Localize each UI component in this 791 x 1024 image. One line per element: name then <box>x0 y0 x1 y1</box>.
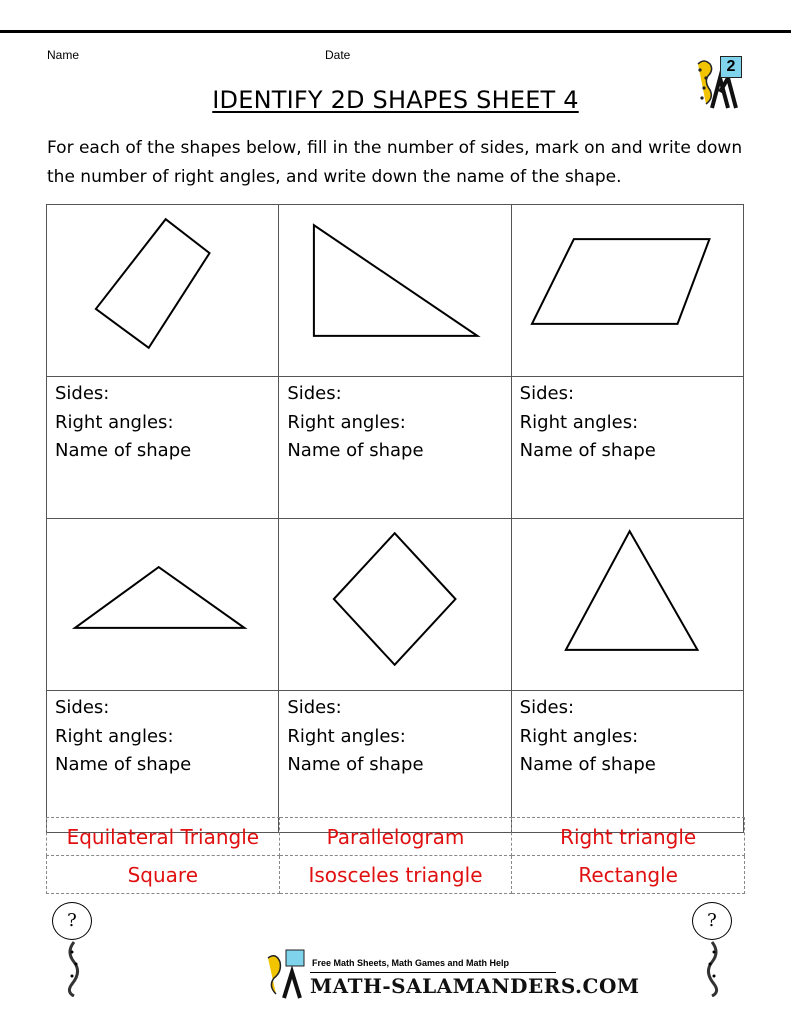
shape-cell-right-triangle <box>279 205 511 377</box>
right-angles-label: Right angles: <box>55 411 174 433</box>
right-angles-label: Right angles: <box>519 411 639 433</box>
right-angles-label: Right angles: <box>287 725 406 747</box>
answer-cell-1[interactable] <box>47 377 279 519</box>
parallelogram-shape <box>512 205 743 376</box>
sides-label: Sides: <box>287 697 342 718</box>
sides-label: Sides: <box>519 697 575 718</box>
page-title: IDENTIFY 2D SHAPES SHEET 4 <box>212 86 579 114</box>
shape-name-label: Name of shape <box>287 440 424 461</box>
question-bubble: ? <box>692 902 732 940</box>
right-triangle-shape <box>279 205 510 376</box>
shape-cell-rectangle <box>47 205 279 377</box>
answer-cell-6[interactable] <box>511 691 743 833</box>
shape-cell-equilateral-triangle <box>511 519 743 691</box>
shape-name-label: Name of shape <box>55 754 192 775</box>
shape-cell-parallelogram <box>511 205 743 377</box>
date-label: Date <box>325 48 351 62</box>
shape-cell-isosceles-triangle <box>47 519 279 691</box>
site-logo-text[interactable]: MATH-SALAMANDERS.COM <box>310 974 640 998</box>
salamander-icon <box>50 902 98 997</box>
sides-label: Sides: <box>55 383 110 404</box>
salamander-logo-icon <box>258 948 308 1000</box>
right-angles-label: Right angles: <box>519 725 639 747</box>
sides-label: Sides: <box>287 383 342 404</box>
right-angles-label: Right angles: <box>55 725 174 747</box>
help-left <box>50 902 98 997</box>
shape-cell-square <box>279 519 511 691</box>
answer-option: Isosceles triangle <box>279 856 512 894</box>
sides-label: Sides: <box>519 383 575 404</box>
shape-name-label: Name of shape <box>519 440 656 461</box>
answer-cell-3[interactable] <box>511 377 743 519</box>
answer-option: Right triangle <box>512 818 745 856</box>
answer-cell-4[interactable] <box>47 691 279 833</box>
answer-option: Square <box>47 856 280 894</box>
isosceles-triangle-shape <box>47 519 278 690</box>
shapes-grid <box>46 204 744 804</box>
question-bubble: ? <box>52 902 92 940</box>
shape-name-label: Name of shape <box>287 754 424 775</box>
answer-cell-5[interactable] <box>279 691 511 833</box>
equilateral-triangle-shape <box>512 519 743 690</box>
right-angles-label: Right angles: <box>287 411 406 433</box>
answer-option: Rectangle <box>512 856 745 894</box>
answer-cell-2[interactable] <box>279 377 511 519</box>
sides-label: Sides: <box>55 697 110 718</box>
footer-logo-graphic <box>258 948 308 1000</box>
rectangle-shape <box>47 205 278 376</box>
answer-option: Parallelogram <box>279 818 512 856</box>
top-rule <box>0 30 791 33</box>
name-label: Name <box>47 48 80 62</box>
grade-badge: 2 <box>720 56 742 78</box>
shape-name-label: Name of shape <box>519 754 656 775</box>
shape-name-label: Name of shape <box>55 440 192 461</box>
answer-option: Equilateral Triangle <box>47 818 280 856</box>
footer-rule <box>310 972 556 973</box>
instructions: For each of the shapes below, fill in the number of sides, mark on and write down the number of right angles, and write down the name of the shape. <box>47 138 743 187</box>
help-right <box>690 902 738 997</box>
answer-bank <box>46 817 745 892</box>
square-shape <box>279 519 510 690</box>
salamander-icon <box>690 902 738 997</box>
footer-tagline: Free Math Sheets, Math Games and Math Help <box>312 958 510 968</box>
